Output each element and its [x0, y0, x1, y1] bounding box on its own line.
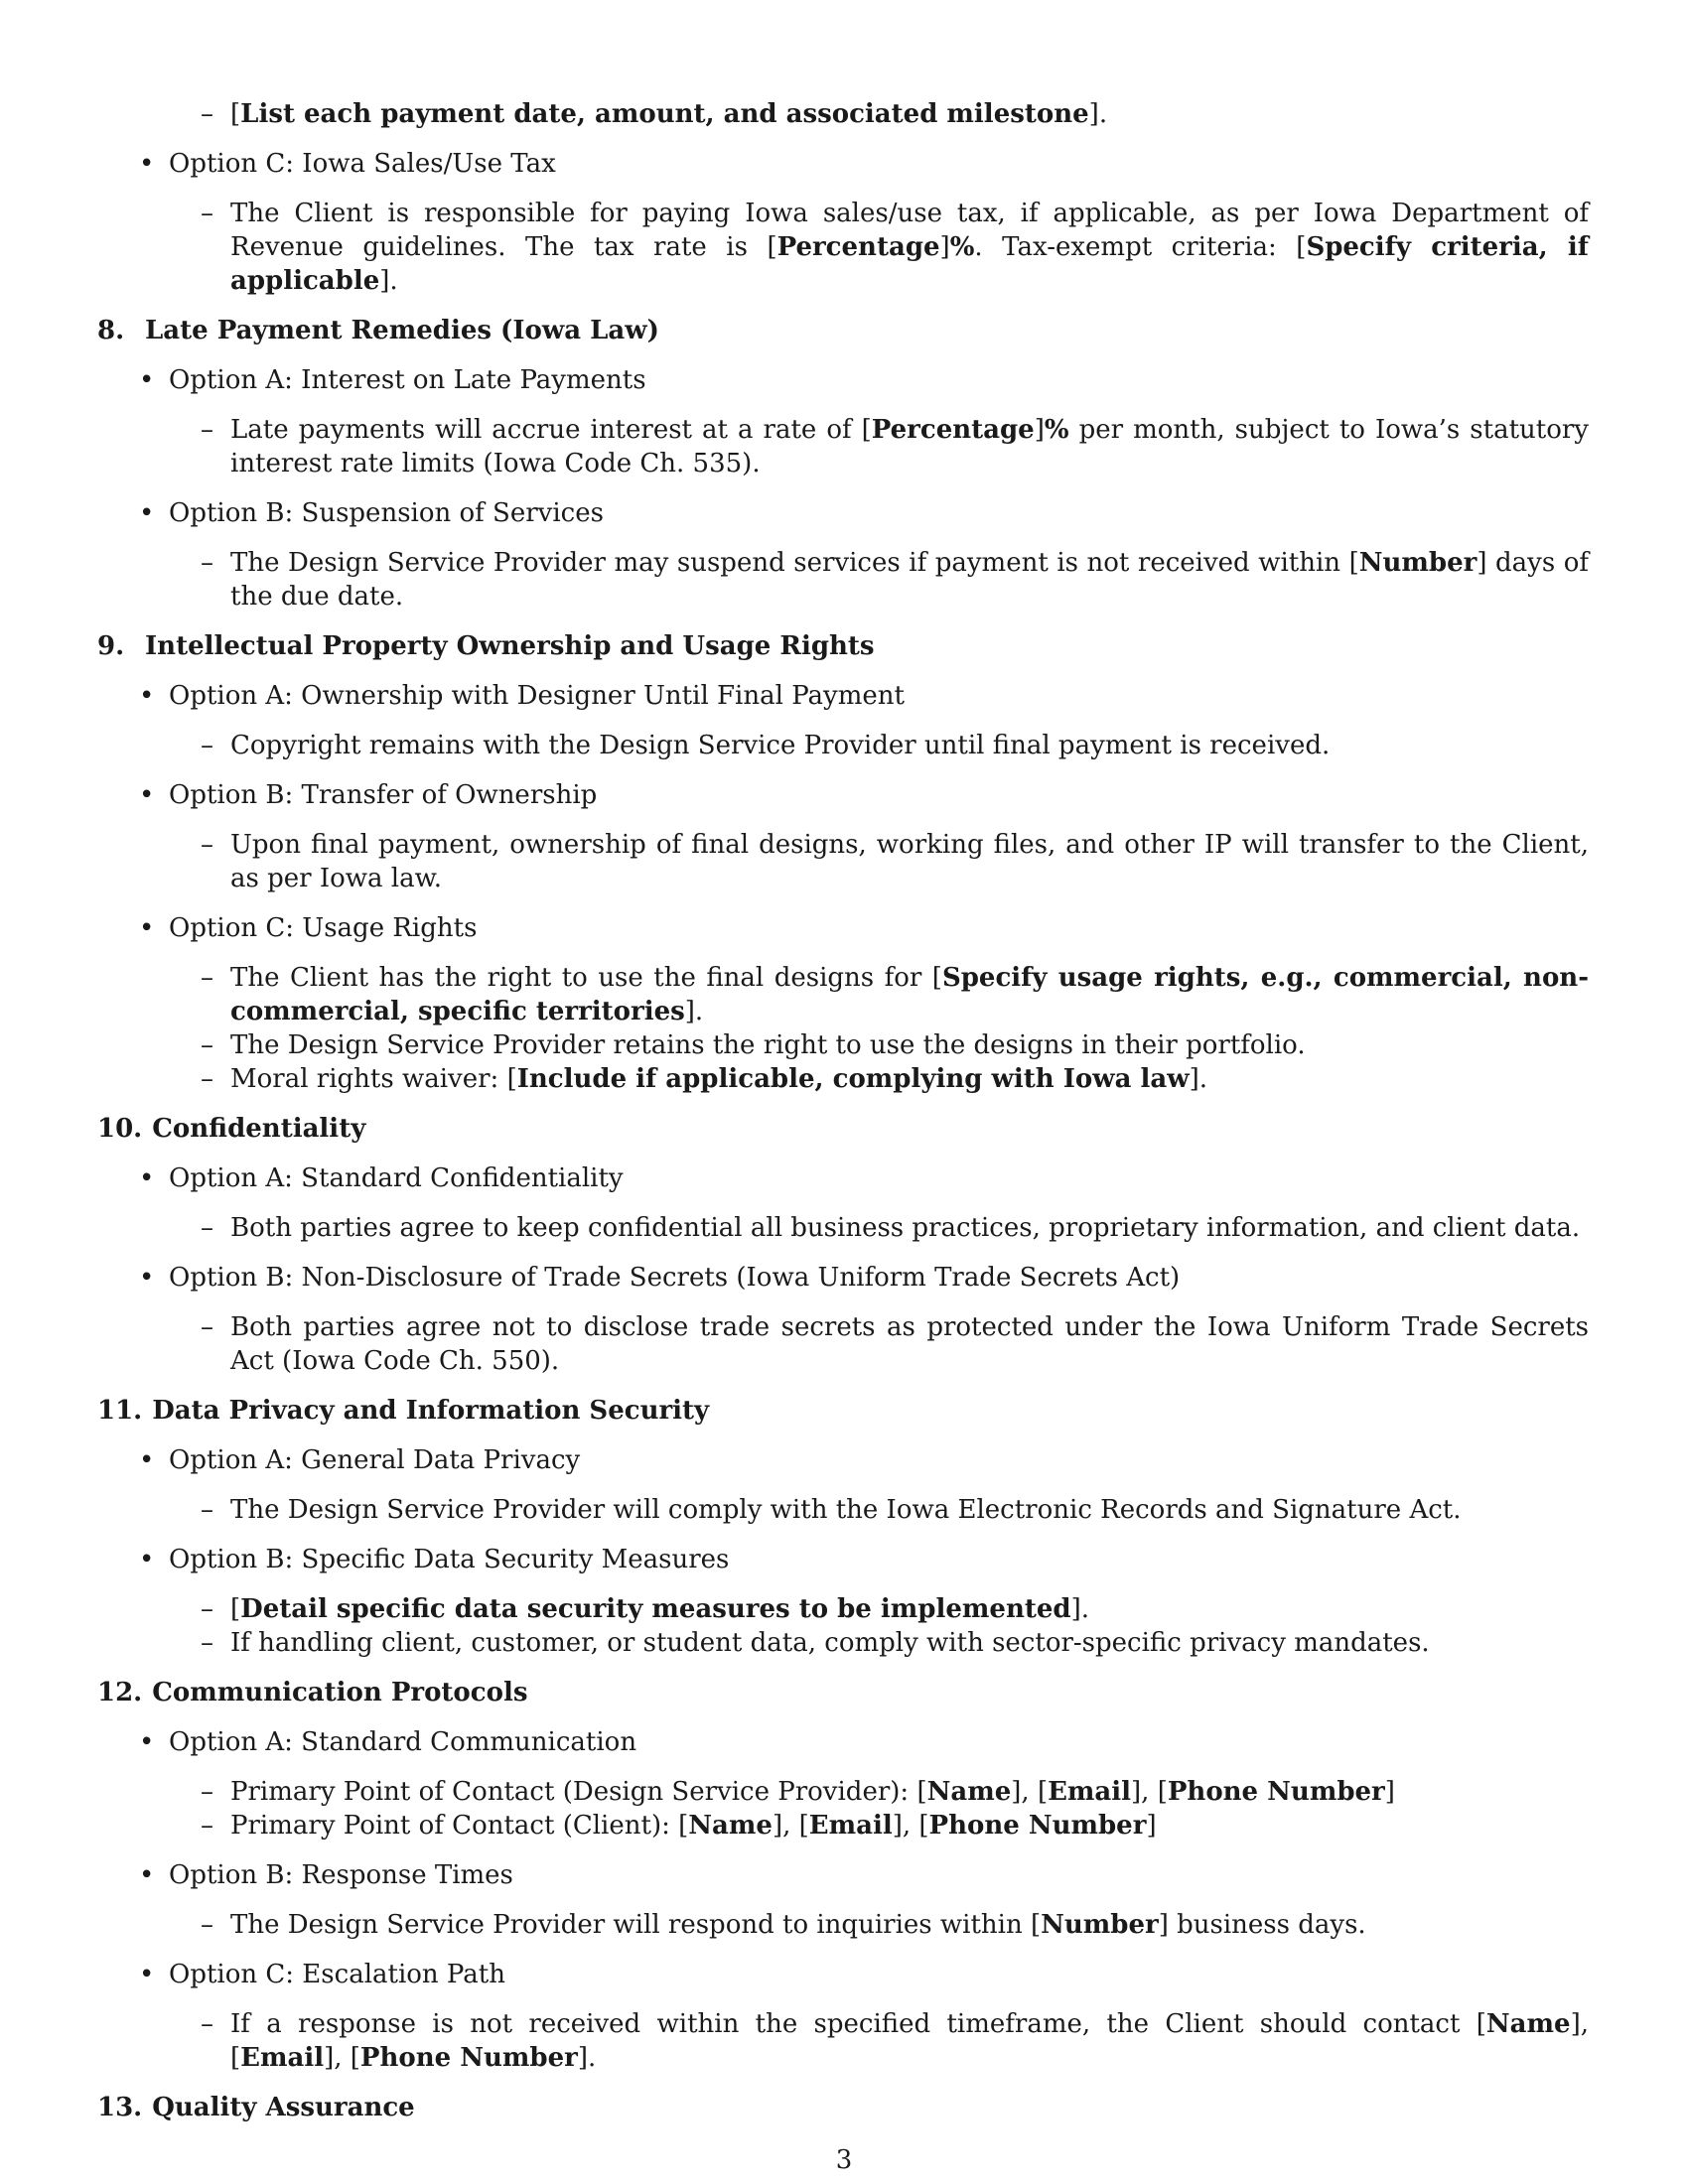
section-title: Late Payment Remedies (Iowa Law)	[145, 316, 659, 345]
placeholder-text: Phone Number	[359, 2043, 578, 2073]
sub-item	[97, 961, 1589, 1028]
placeholder-text: Name	[688, 1811, 773, 1841]
sub-list	[97, 546, 1589, 614]
section-heading	[97, 629, 1589, 663]
sub-item	[97, 1809, 1589, 1843]
placeholder-text: Number	[1358, 548, 1477, 578]
continued-option-list	[97, 147, 1589, 298]
sub-item	[97, 1310, 1589, 1378]
sub-text: ], [	[1131, 1777, 1168, 1807]
option-item: • Option C: Iowa Sales/Use Tax	[97, 147, 1589, 181]
sub-item	[97, 1028, 1589, 1062]
sub-list	[97, 729, 1589, 762]
sub-item	[97, 197, 1589, 298]
sub-item	[97, 1211, 1589, 1245]
sub-text: ].	[379, 266, 398, 296]
sub-text: ], [	[892, 1811, 929, 1841]
sub-text: ], [	[324, 2043, 360, 2073]
option-item: • Option B: Non-Disclosure of Trade Secrets (Iowa Uniform Trade Secrets Act)	[97, 1261, 1589, 1295]
sub-text: ], [	[1011, 1777, 1049, 1807]
section-number: 13.	[97, 2093, 143, 2122]
sub-text: ].	[1189, 1064, 1208, 1094]
placeholder-text: List each payment date, amount, and associated milestone	[240, 99, 1089, 129]
sub-text: ]	[1034, 415, 1045, 445]
sub-text: The Design Service Provider may suspend services if payment is not received within [	[230, 548, 1359, 578]
sub-text: [	[230, 1594, 241, 1624]
sub-item	[97, 97, 1589, 131]
placeholder-text: Phone Number	[928, 1811, 1147, 1841]
sub-text: ] days of the due date.	[230, 548, 1590, 612]
sub-text: The Design Service Provider will comply with the Iowa Electronic Records and Signature Act.	[230, 1495, 1462, 1525]
sub-list	[97, 1592, 1589, 1660]
placeholder-text: Phone Number	[1167, 1777, 1385, 1807]
sub-list	[97, 413, 1589, 480]
sub-list	[97, 828, 1589, 895]
sub-item	[97, 729, 1589, 762]
placeholder-text: Email	[808, 1811, 893, 1841]
option-item: • Option A: Standard Confidentiality	[97, 1161, 1589, 1195]
option-item: • Option A: Ownership with Designer Until Final Payment	[97, 679, 1589, 713]
option-item: • Option B: Transfer of Ownership	[97, 778, 1589, 812]
sub-list	[97, 1908, 1589, 1942]
placeholder-text: Email	[240, 2043, 325, 2073]
sub-item	[97, 1062, 1589, 1096]
sub-item	[97, 1592, 1589, 1626]
sub-text: Primary Point of Contact (Design Service Provider): [	[230, 1777, 927, 1807]
section-heading	[97, 1676, 1589, 1709]
sub-text: Late payments will accrue interest at a rate of [	[230, 415, 872, 445]
placeholder-text: Include if applicable, complying with Iowa law	[516, 1064, 1190, 1094]
sub-item	[97, 413, 1589, 480]
sub-text: Moral rights waiver: [	[230, 1064, 517, 1094]
section-number: 10.	[97, 1114, 143, 1144]
sub-list	[97, 1211, 1589, 1245]
placeholder-text: Percentage	[776, 232, 940, 262]
placeholder-text: Percentage	[871, 415, 1035, 445]
section-title: Confidentiality	[152, 1114, 366, 1144]
section-title: Intellectual Property Ownership and Usage Rights	[145, 631, 875, 661]
placeholder-text: Specify criteria, if applicable	[230, 232, 1589, 296]
section-heading	[97, 314, 1589, 347]
option-item: • Option C: Escalation Path	[97, 1958, 1589, 1991]
sub-text: The Design Service Provider retains the right to use the designs in their portfolio.	[230, 1030, 1306, 1060]
sub-list	[97, 1310, 1589, 1378]
option-item: • Option A: Interest on Late Payments	[97, 363, 1589, 397]
option-item: • Option C: Usage Rights	[97, 911, 1589, 945]
placeholder-text: Email	[1048, 1777, 1132, 1807]
section-number: 8.	[97, 316, 125, 345]
sub-item	[97, 1908, 1589, 1942]
document-page	[97, 97, 1589, 2140]
sub-text: ].	[1088, 99, 1108, 129]
sub-list	[97, 1493, 1589, 1527]
placeholder-text: Name	[1485, 2009, 1571, 2039]
placeholder-text: %	[949, 232, 975, 262]
section-heading	[97, 2091, 1589, 2124]
section-title: Quality Assurance	[152, 2093, 415, 2122]
section-title: Data Privacy and Information Security	[152, 1396, 710, 1426]
section-number: 9.	[97, 631, 125, 661]
sub-text: Upon final payment, ownership of final designs, working files, and other IP will transfer to the Client, as per Iowa law.	[230, 830, 1589, 893]
sub-item	[97, 828, 1589, 895]
sub-item	[97, 2007, 1589, 2075]
sub-text: The Client has the right to use the final designs for [	[230, 963, 942, 993]
continued-sub-list	[97, 97, 1589, 131]
sub-text: The Design Service Provider will respond to inquiries within [	[230, 1910, 1042, 1940]
sub-text: If a response is not received within the specified timeframe, the Client should contact [	[230, 2009, 1486, 2039]
sub-text: [	[230, 99, 241, 129]
page-number: 3	[835, 2145, 853, 2175]
sub-text: The Client is responsible for paying Iowa sales/use tax, if applicable, as per Iowa Department of Revenue guidelines. The tax rate is [	[230, 199, 1589, 262]
section-title: Communication Protocols	[152, 1678, 528, 1707]
sub-text: ]	[1384, 1777, 1395, 1807]
option-item: • Option A: Standard Communication	[97, 1725, 1589, 1759]
sub-text: ].	[577, 2043, 597, 2073]
sub-text: ], [	[230, 2009, 1589, 2073]
placeholder-text: Number	[1041, 1910, 1159, 1940]
placeholder-text: %	[1044, 415, 1069, 445]
section-number: 11.	[97, 1396, 143, 1426]
sub-item	[97, 546, 1589, 614]
sub-item	[97, 1775, 1589, 1809]
sub-list	[97, 1775, 1589, 1843]
sub-text: Copyright remains with the Design Service Provider until final payment is received.	[230, 731, 1331, 760]
sub-text: ].	[684, 997, 704, 1026]
sub-text: ]	[939, 232, 950, 262]
section-list	[97, 314, 1589, 2124]
placeholder-text: Detail specific data security measures to be implemented	[240, 1594, 1071, 1624]
placeholder-text: Specify usage rights, e.g., commercial, non-commercial, specific territories	[230, 963, 1589, 1026]
sub-text: Both parties agree not to disclose trade secrets as protected under the Iowa Uniform Trade Secrets Act (Iowa Code Ch. 550).	[230, 1312, 1589, 1376]
sub-text: ] business days.	[1158, 1910, 1366, 1940]
sub-list	[97, 961, 1589, 1096]
option-item: • Option B: Response Times	[97, 1858, 1589, 1892]
sub-item	[97, 1626, 1589, 1660]
sub-text: If handling client, customer, or student data, comply with sector-specific privacy mandates.	[230, 1628, 1430, 1658]
option-item: • Option B: Suspension of Services	[97, 496, 1589, 530]
sub-text: Both parties agree to keep confidential all business practices, proprietary information, and client data.	[230, 1213, 1581, 1243]
section-heading	[97, 1394, 1589, 1428]
sub-text: ]	[1146, 1811, 1157, 1841]
sub-list	[97, 197, 1589, 298]
sub-text: . Tax-exempt criteria: [	[974, 232, 1307, 262]
option-item: • Option B: Specific Data Security Measures	[97, 1543, 1589, 1576]
sub-list	[97, 2007, 1589, 2075]
sub-text: ].	[1070, 1594, 1089, 1624]
option-item: • Option A: General Data Privacy	[97, 1443, 1589, 1477]
sub-text: per month, subject to Iowa’s statutory interest rate limits (Iowa Code Ch. 535).	[230, 415, 1589, 478]
section-heading	[97, 1112, 1589, 1146]
section-number: 12.	[97, 1678, 143, 1707]
placeholder-text: Name	[926, 1777, 1012, 1807]
sub-text: Primary Point of Contact (Client): [	[230, 1811, 689, 1841]
sub-text: ], [	[772, 1811, 809, 1841]
sub-item	[97, 1493, 1589, 1527]
